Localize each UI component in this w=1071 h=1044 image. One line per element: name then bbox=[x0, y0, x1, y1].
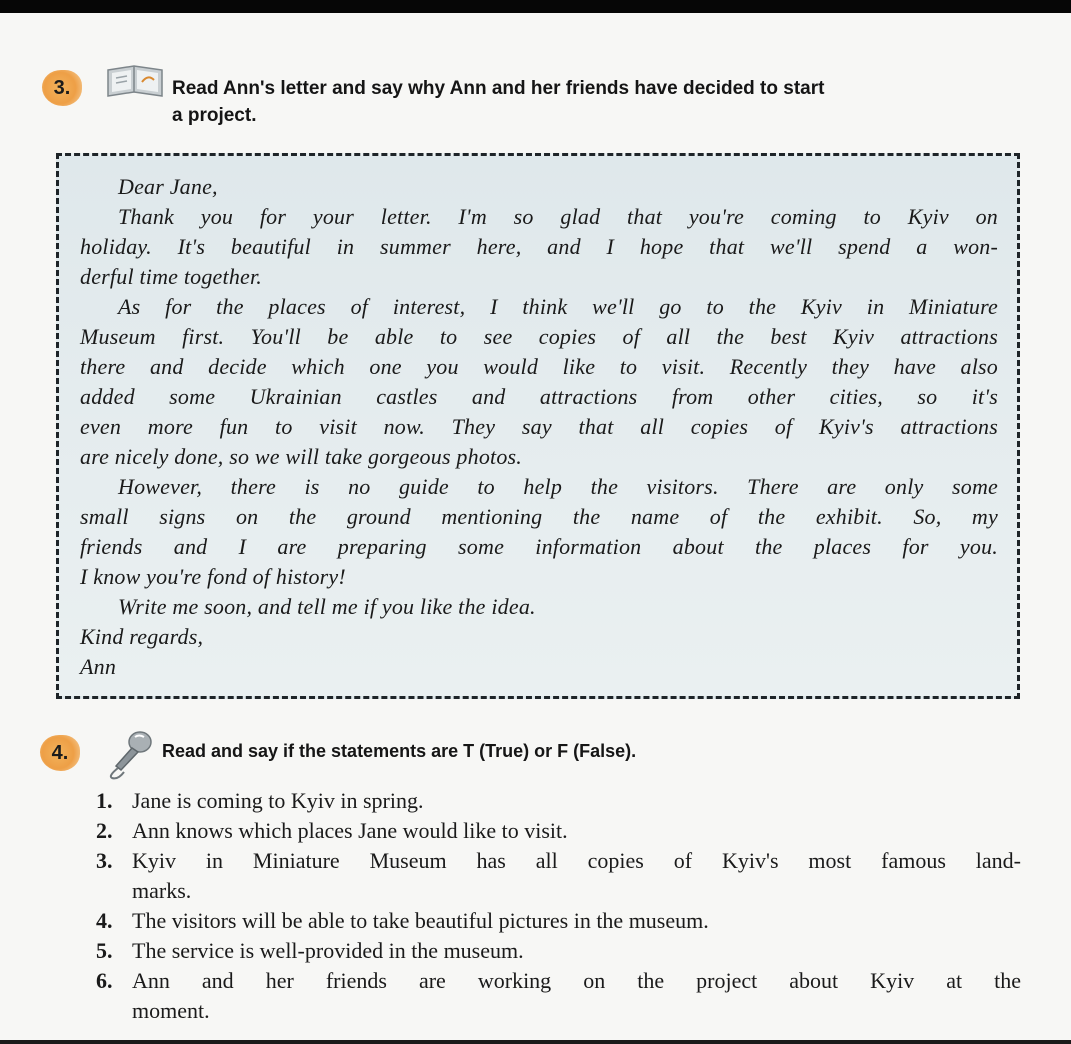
statement-item bbox=[96, 786, 1021, 816]
letter-line: are nicely done, so we will take gorgeous photos. bbox=[80, 444, 522, 469]
statement-text: Kyiv in Miniature Museum has all copies of Kyiv's most famous land- bbox=[132, 848, 1021, 873]
letter-line: As for the places of interest, I think we'll go to the Kyiv in Miniature bbox=[118, 294, 998, 319]
letter-text bbox=[80, 172, 998, 682]
statement-text: Ann and her friends are working on the project about Kyiv at the bbox=[132, 968, 1021, 993]
microphone-icon bbox=[102, 728, 158, 780]
exercise-4-number: 4. bbox=[51, 741, 69, 764]
statement-number: 1. bbox=[96, 788, 113, 813]
letter-line: Thank you for your letter. I'm so glad that you're coming to Kyiv on bbox=[118, 204, 998, 229]
letter-line: there and decide which one you would like to visit. Recently they have also bbox=[80, 354, 998, 379]
statement-number: 4. bbox=[96, 908, 113, 933]
exercise-4-instruction: Read and say if the statements are T (True) or F (False). bbox=[162, 741, 637, 761]
statement-item bbox=[96, 936, 1021, 966]
statement-text: Jane is coming to Kyiv in spring. bbox=[132, 788, 424, 813]
letter-line: Ann bbox=[80, 654, 117, 679]
statement-number: 3. bbox=[96, 848, 113, 873]
statement-item bbox=[96, 966, 1021, 1026]
letter-line: small signs on the ground mentioning the name of the exhibit. So, my bbox=[80, 504, 998, 529]
statements-list bbox=[96, 786, 1021, 1026]
exercise-3-instruction-line-2: a project. bbox=[172, 105, 257, 126]
statement-number: 2. bbox=[96, 818, 113, 843]
letter-line: Kind regards, bbox=[80, 624, 204, 649]
statement-text: marks. bbox=[132, 878, 192, 903]
letter-line: However, there is no guide to help the visitors. There are only some bbox=[118, 474, 998, 499]
letter-line: Write me soon, and tell me if you like the idea. bbox=[118, 594, 536, 619]
letter-line: derful time together. bbox=[80, 264, 263, 289]
bottom-border bbox=[0, 1040, 1071, 1044]
letter-line: even more fun to visit now. They say that all copies of Kyiv's attractions bbox=[80, 414, 998, 439]
statement-text: moment. bbox=[132, 998, 210, 1023]
statement-item bbox=[96, 846, 1021, 906]
statement-number: 5. bbox=[96, 938, 113, 963]
exercise-3-number-badge bbox=[42, 70, 82, 106]
top-border bbox=[0, 0, 1071, 13]
letter-line: Museum first. You'll be able to see copies of all the best Kyiv attractions bbox=[80, 324, 998, 349]
exercise-3-instruction bbox=[172, 75, 1022, 129]
book-icon bbox=[102, 62, 168, 102]
exercise-4-number-badge bbox=[40, 735, 80, 771]
statement-item bbox=[96, 816, 1021, 846]
exercise-3-number: 3. bbox=[53, 76, 71, 99]
statement-text: Ann knows which places Jane would like to visit. bbox=[132, 818, 568, 843]
statement-text: The service is well-provided in the museum. bbox=[132, 938, 524, 963]
letter-line: I know you're fond of history! bbox=[80, 564, 346, 589]
letter-line: holiday. It's beautiful in summer here, and I hope that we'll spend a won- bbox=[80, 234, 998, 259]
statement-text: The visitors will be able to take beautiful pictures in the museum. bbox=[132, 908, 709, 933]
statement-number: 6. bbox=[96, 968, 113, 993]
letter-line: added some Ukrainian castles and attractions from other cities, so it's bbox=[80, 384, 998, 409]
exercise-3-instruction-line-1: Read Ann's letter and say why Ann and her friends have decided to start bbox=[172, 78, 825, 99]
letter-line: Dear Jane, bbox=[118, 174, 218, 199]
letter-line: friends and I are preparing some information about the places for you. bbox=[80, 534, 998, 559]
statement-item bbox=[96, 906, 1021, 936]
